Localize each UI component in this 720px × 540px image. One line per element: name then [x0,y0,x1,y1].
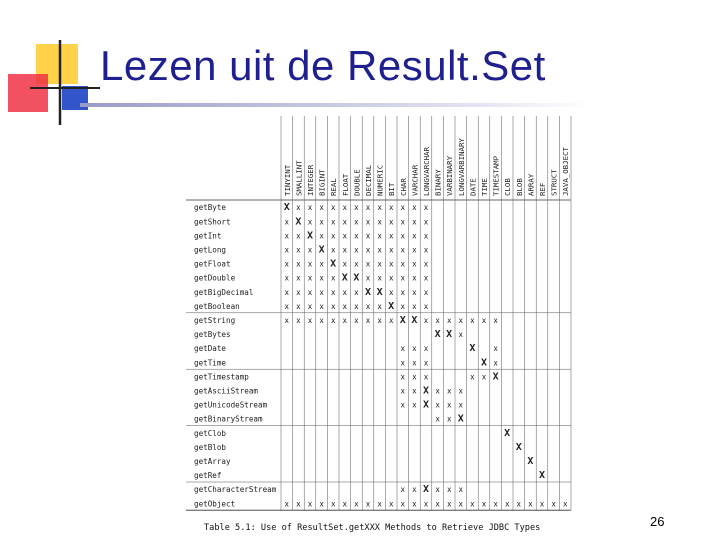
allowed-mark: x [354,287,359,297]
recommended-mark: X [306,230,314,242]
method-name: getString [194,315,236,325]
allowed-mark: x [446,499,452,509]
method-name: getDate [194,344,227,354]
allowed-mark: x [307,245,313,255]
allowed-mark: x [296,499,301,509]
allowed-mark: x [423,259,429,269]
column-header: VARCHAR [410,164,420,196]
allowed-mark: x [330,245,336,255]
allowed-mark: x [377,259,382,269]
column-header: BIT [387,182,397,196]
allowed-mark: x [307,315,313,325]
allowed-mark: x [284,273,290,283]
title-underline [80,103,590,107]
allowed-mark: x [296,259,301,269]
allowed-mark: x [354,315,359,325]
allowed-mark: x [319,287,324,297]
allowed-mark: x [365,315,371,325]
recommended-mark: X [341,272,348,284]
allowed-mark: x [400,217,406,227]
allowed-mark: x [458,485,464,495]
method-name: getObject [194,499,236,509]
recommended-mark: X [422,484,430,496]
allowed-mark: x [307,203,313,213]
method-name: getBlob [194,442,227,452]
column-header: BLOB [514,178,524,196]
allowed-mark: x [377,273,382,283]
allowed-mark: x [412,203,417,213]
column-header: SMALLINT [294,160,304,196]
allowed-mark: x [458,330,464,340]
allowed-mark: x [342,301,348,311]
allowed-mark: x [446,386,452,396]
allowed-mark: x [354,301,359,311]
allowed-mark: x [377,245,382,255]
allowed-mark: x [365,203,371,213]
method-name: getBigDecimal [194,287,254,297]
allowed-mark: x [319,231,324,241]
allowed-mark: x [423,203,429,213]
allowed-mark: x [342,315,348,325]
method-name: getBinaryStream [194,414,263,424]
allowed-mark: x [412,344,417,354]
allowed-mark: x [319,301,324,311]
column-header: REAL [329,178,339,196]
allowed-mark: x [446,414,452,424]
allowed-mark: x [458,386,464,396]
allowed-mark: x [365,499,371,509]
allowed-mark: x [423,315,429,325]
column-header: ARRAY [526,173,536,196]
recommended-mark: X [330,258,337,270]
jdbc-type-table [186,112,586,540]
recommended-mark: X [399,314,406,326]
allowed-mark: x [412,231,417,241]
allowed-mark: x [423,499,429,509]
allowed-mark: x [528,499,533,509]
allowed-mark: x [342,499,348,509]
allowed-mark: x [562,499,568,509]
allowed-mark: x [412,217,417,227]
allowed-mark: x [458,499,464,509]
allowed-mark: x [400,301,406,311]
recommended-mark: X [538,470,546,482]
allowed-mark: x [342,231,348,241]
allowed-mark: x [400,358,406,368]
table-caption: Table 5.1: Use of ResultSet.getXXX Methods to Retrieve JDBC Types [204,523,541,534]
allowed-mark: x [307,287,313,297]
column-header: CLOB [503,178,513,196]
column-header: LONGVARCHAR [422,147,431,196]
allowed-mark: x [296,273,301,283]
recommended-mark: X [457,413,464,425]
method-name: getClob [194,428,227,438]
column-header: DECIMAL [364,164,373,196]
allowed-mark: x [446,400,452,410]
allowed-mark: x [551,499,556,509]
allowed-mark: x [342,259,348,269]
allowed-mark: x [330,231,336,241]
allowed-mark: x [296,287,301,297]
allowed-mark: x [435,315,440,325]
allowed-mark: x [284,315,290,325]
recommended-mark: X [353,272,360,284]
allowed-mark: x [319,203,324,213]
allowed-mark: x [481,372,487,382]
recommended-mark: X [318,244,325,256]
allowed-mark: x [284,301,290,311]
recommended-mark: X [469,343,476,355]
allowed-mark: x [388,217,394,227]
recommended-mark: X [422,399,430,411]
allowed-mark: x [470,499,475,509]
allowed-mark: x [330,217,336,227]
method-name: getAsciiStream [194,386,259,396]
column-header: BINARY [433,169,443,196]
allowed-mark: x [354,231,359,241]
allowed-mark: x [400,344,406,354]
allowed-mark: x [319,273,324,283]
allowed-mark: x [412,499,417,509]
method-name: getByte [194,203,227,213]
allowed-mark: x [377,231,382,241]
column-header: VARBINARY [445,155,455,196]
allowed-mark: x [423,344,429,354]
allowed-mark: x [446,485,452,495]
allowed-mark: x [307,259,313,269]
method-name: getRef [194,471,222,481]
allowed-mark: x [388,245,394,255]
allowed-mark: x [377,203,382,213]
allowed-mark: x [330,315,336,325]
allowed-mark: x [435,414,440,424]
allowed-mark: x [400,231,406,241]
allowed-mark: x [377,315,382,325]
allowed-mark: x [296,315,301,325]
column-header: FLOAT [340,173,350,196]
allowed-mark: x [284,259,290,269]
column-header: DATE [468,178,478,196]
allowed-mark: x [342,203,348,213]
recommended-mark: X [492,371,499,383]
allowed-mark: x [412,400,417,410]
allowed-mark: x [539,499,545,509]
allowed-mark: x [423,231,429,241]
allowed-mark: x [388,287,394,297]
allowed-mark: x [435,400,440,410]
allowed-mark: x [412,372,417,382]
method-name: getInt [194,231,222,241]
allowed-mark: x [400,499,406,509]
allowed-mark: x [319,259,324,269]
allowed-mark: x [388,259,394,269]
column-header: TIMESTAMP [491,155,501,196]
allowed-mark: x [470,372,475,382]
allowed-mark: x [388,499,394,509]
recommended-mark: X [283,202,290,214]
allowed-mark: x [354,203,359,213]
recommended-mark: X [504,427,511,439]
method-name: getTime [194,358,227,368]
allowed-mark: x [493,358,498,368]
allowed-mark: x [458,315,464,325]
allowed-mark: x [412,301,417,311]
allowed-mark: x [446,315,452,325]
method-name: getTimestamp [194,372,249,382]
recommended-mark: X [376,286,383,298]
allowed-mark: x [307,301,313,311]
allowed-mark: x [400,203,406,213]
allowed-mark: x [354,259,359,269]
allowed-mark: x [388,231,394,241]
method-name: getBytes [194,330,231,340]
method-name: getLong [194,245,227,255]
allowed-mark: x [493,344,498,354]
method-name: getArray [194,456,231,466]
allowed-mark: x [330,287,336,297]
allowed-mark: x [354,217,359,227]
recommended-mark: X [480,357,488,369]
allowed-mark: x [481,315,487,325]
allowed-mark: x [319,315,324,325]
allowed-mark: x [423,245,429,255]
allowed-mark: x [377,301,382,311]
allowed-mark: x [388,203,394,213]
allowed-mark: x [412,287,417,297]
allowed-mark: x [481,499,487,509]
recommended-mark: X [527,455,534,467]
allowed-mark: x [458,400,464,410]
allowed-mark: x [330,499,336,509]
allowed-mark: x [365,301,371,311]
allowed-mark: x [412,358,417,368]
allowed-mark: x [284,217,290,227]
method-name: getCharacterStream [194,485,277,495]
column-header: JAVA_OBJECT [561,147,571,196]
allowed-mark: x [435,386,440,396]
allowed-mark: x [284,231,290,241]
allowed-mark: x [330,273,336,283]
column-header: LONGVARBINARY [456,138,466,196]
allowed-mark: x [354,245,359,255]
method-name: getDouble [194,273,236,283]
allowed-mark: x [307,217,313,227]
allowed-mark: x [400,485,406,495]
allowed-mark: x [423,301,429,311]
allowed-mark: x [400,259,406,269]
method-name: getBoolean [194,301,240,311]
allowed-mark: x [307,273,313,283]
allowed-mark: x [365,217,371,227]
allowed-mark: x [400,386,406,396]
allowed-mark: x [435,485,440,495]
allowed-mark: x [330,203,336,213]
column-header: TIME [480,178,489,196]
logo-red-square [8,74,48,112]
slide-logo [0,0,100,130]
allowed-mark: x [470,315,475,325]
allowed-mark: x [365,245,371,255]
recommended-mark: X [422,385,430,397]
allowed-mark: x [365,259,371,269]
column-header: TINYINT [282,164,292,196]
slide-title: Lezen uit de Result.Set [100,42,546,89]
allowed-mark: x [423,372,429,382]
allowed-mark: x [423,287,429,297]
allowed-mark: x [400,273,406,283]
allowed-mark: x [423,358,429,368]
recommended-mark: X [295,216,302,228]
column-header: BIGINT [317,169,327,196]
allowed-mark: x [307,499,313,509]
recommended-mark: X [446,329,453,341]
recommended-mark: X [364,286,372,298]
allowed-mark: x [412,485,417,495]
allowed-mark: x [342,245,348,255]
column-header: DOUBLE [352,169,362,196]
allowed-mark: x [296,245,301,255]
allowed-mark: x [400,245,406,255]
allowed-mark: x [296,231,301,241]
allowed-mark: x [296,301,301,311]
method-name: getShort [194,217,231,227]
method-name: getUnicodeStream [194,400,268,410]
allowed-mark: x [400,287,406,297]
allowed-mark: x [388,315,394,325]
allowed-mark: x [284,499,290,509]
allowed-mark: x [284,287,290,297]
column-header: INTEGER [306,164,315,196]
allowed-mark: x [400,372,406,382]
allowed-mark: x [319,499,324,509]
column-header: REF [538,182,547,196]
allowed-mark: x [412,245,417,255]
allowed-mark: x [342,217,348,227]
allowed-mark: x [296,203,301,213]
allowed-mark: x [412,259,417,269]
method-name: getFloat [194,259,231,269]
allowed-mark: x [377,217,382,227]
allowed-mark: x [493,315,498,325]
recommended-mark: X [515,441,522,453]
allowed-mark: x [493,499,498,509]
allowed-mark: x [412,273,417,283]
allowed-mark: x [423,273,429,283]
recommended-mark: X [411,314,418,326]
recommended-mark: X [388,300,395,312]
allowed-mark: x [319,217,324,227]
allowed-mark: x [412,386,417,396]
allowed-mark: x [342,287,348,297]
column-header: CHAR [398,178,408,196]
recommended-mark: X [434,329,441,341]
allowed-mark: x [388,273,394,283]
column-header: STRUCT [549,169,559,196]
allowed-mark: x [435,499,440,509]
allowed-mark: x [354,499,359,509]
allowed-mark: x [284,245,290,255]
allowed-mark: x [377,499,382,509]
page-number: 26 [650,514,665,529]
allowed-mark: x [516,499,522,509]
allowed-mark: x [365,273,371,283]
column-header: NUMERIC [375,164,385,196]
allowed-mark: x [423,217,429,227]
allowed-mark: x [330,301,336,311]
allowed-mark: x [365,231,371,241]
allowed-mark: x [504,499,510,509]
allowed-mark: x [400,400,406,410]
